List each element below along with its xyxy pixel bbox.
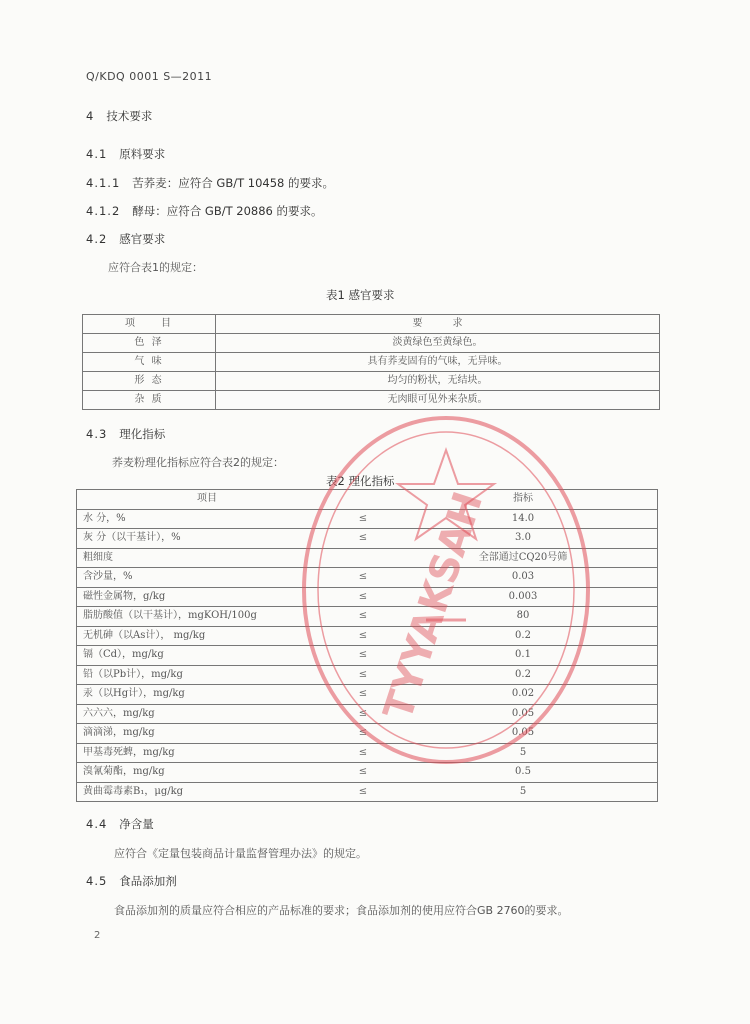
table-cell: 六六六，mg/kg xyxy=(77,704,338,724)
table-cell: 0.2 xyxy=(389,626,658,646)
table-cell: 杂 质 xyxy=(83,391,216,410)
table-row xyxy=(77,529,658,549)
table-cell: 0.5 xyxy=(389,763,658,783)
table-row xyxy=(83,353,660,372)
table-cell: 水 分，% xyxy=(77,509,338,529)
table-cell: ≤ xyxy=(337,587,389,607)
table2-caption: 表2 理化指标 xyxy=(326,474,395,488)
table-row xyxy=(77,685,658,705)
table-cell: 0.05 xyxy=(389,724,658,744)
table-row xyxy=(77,607,658,627)
table-cell: 5 xyxy=(389,782,658,802)
table-row xyxy=(77,724,658,744)
table-cell xyxy=(337,548,389,568)
table-cell: 粗细度 xyxy=(77,548,338,568)
sensory-requirements-table xyxy=(82,314,660,410)
table-cell: ≤ xyxy=(337,782,389,802)
table-cell: 脂肪酸值（以干基计），mgKOH/100g xyxy=(77,607,338,627)
table-header-cell: 项目 xyxy=(77,490,338,510)
table-row xyxy=(77,626,658,646)
section-4-heading: 4 技术要求 xyxy=(86,109,153,123)
table-cell: 淡黄绿色至黄绿色。 xyxy=(216,334,660,353)
table-header-row xyxy=(77,490,658,510)
section-4-3-heading: 4.3 理化指标 xyxy=(86,427,166,441)
table-cell: 气 味 xyxy=(83,353,216,372)
standard-code: Q/KDQ 0001 S—2011 xyxy=(86,70,213,83)
table-row xyxy=(77,548,658,568)
table-row xyxy=(77,509,658,529)
section-4-2-heading: 4.2 感官要求 xyxy=(86,232,166,246)
table-cell: ≤ xyxy=(337,529,389,549)
physicochemical-table xyxy=(76,489,658,802)
section-4-1-1: 4.1.1 苦荞麦：应符合 GB/T 10458 的要求。 xyxy=(86,176,335,190)
table-cell: 0.2 xyxy=(389,665,658,685)
table1-caption: 表1 感官要求 xyxy=(326,288,395,302)
table-cell: 80 xyxy=(389,607,658,627)
table-cell: 全部通过CQ20号筛 xyxy=(389,548,658,568)
table-cell: 0.03 xyxy=(389,568,658,588)
section-4-1-2: 4.1.2 酵母：应符合 GB/T 20886 的要求。 xyxy=(86,204,323,218)
section-4-2-text: 应符合表1的规定： xyxy=(108,261,203,274)
seal-lettering: TYYAKSAH xyxy=(375,486,493,726)
table-cell: 3.0 xyxy=(389,529,658,549)
table-row xyxy=(77,704,658,724)
table-cell: 溴氰菊酯，mg/kg xyxy=(77,763,338,783)
table-cell: ≤ xyxy=(337,646,389,666)
section-4-5-heading: 4.5 食品添加剂 xyxy=(86,874,177,888)
section-4-1-heading: 4.1 原料要求 xyxy=(86,147,166,161)
table-cell: 镉（Cd），mg/kg xyxy=(77,646,338,666)
table-cell: 磁性金属物，g/kg xyxy=(77,587,338,607)
table-header-cell xyxy=(337,490,389,510)
table-cell: 汞（以Hg计），mg/kg xyxy=(77,685,338,705)
table-cell: 甲基毒死蜱，mg/kg xyxy=(77,743,338,763)
table-cell: 具有荞麦固有的气味，无异味。 xyxy=(216,353,660,372)
table-row xyxy=(77,587,658,607)
table-cell: 0.1 xyxy=(389,646,658,666)
table-cell: 14.0 xyxy=(389,509,658,529)
table-cell: ≤ xyxy=(337,743,389,763)
table-cell: 铅（以Pb计），mg/kg xyxy=(77,665,338,685)
table-cell: ≤ xyxy=(337,509,389,529)
table-cell: 滴滴涕，mg/kg xyxy=(77,724,338,744)
table-cell: 5 xyxy=(389,743,658,763)
table-cell: ≤ xyxy=(337,685,389,705)
table-cell: 无机砷（以As计）， mg/kg xyxy=(77,626,338,646)
table-cell: 无肉眼可见外来杂质。 xyxy=(216,391,660,410)
table-row xyxy=(77,743,658,763)
table-cell: 黄曲霉毒素B₁，μg/kg xyxy=(77,782,338,802)
table-row xyxy=(77,763,658,783)
table-cell: 均匀的粉状，无结块。 xyxy=(216,372,660,391)
table-row xyxy=(83,372,660,391)
table-cell: 0.05 xyxy=(389,704,658,724)
table-header-row xyxy=(83,315,660,334)
table-header-cell: 指标 xyxy=(389,490,658,510)
section-4-4-heading: 4.4 净含量 xyxy=(86,817,154,831)
table-header-cell: 项 目 xyxy=(83,315,216,334)
table-cell: ≤ xyxy=(337,607,389,627)
table-row xyxy=(77,665,658,685)
table-row xyxy=(77,782,658,802)
table-cell: ≤ xyxy=(337,568,389,588)
table-cell: 0.02 xyxy=(389,685,658,705)
table-cell: 0.003 xyxy=(389,587,658,607)
section-4-4-text: 应符合《定量包装商品计量监督管理办法》的规定。 xyxy=(114,847,367,860)
table-row xyxy=(77,646,658,666)
table-cell: 灰 分（以干基计），% xyxy=(77,529,338,549)
section-4-5-text: 食品添加剂的质量应符合相应的产品标准的要求；食品添加剂的使用应符合GB 2760的要求。 xyxy=(114,904,569,917)
table-cell: 色 泽 xyxy=(83,334,216,353)
table-row xyxy=(83,391,660,410)
section-4-3-text: 荞麦粉理化指标应符合表2的规定： xyxy=(112,456,284,469)
table-cell: ≤ xyxy=(337,665,389,685)
table-row xyxy=(83,334,660,353)
table-cell: ≤ xyxy=(337,704,389,724)
table-cell: ≤ xyxy=(337,626,389,646)
table-cell: 形 态 xyxy=(83,372,216,391)
table-cell: ≤ xyxy=(337,724,389,744)
table-cell: ≤ xyxy=(337,763,389,783)
table-cell: 含沙量，% xyxy=(77,568,338,588)
table-header-cell: 要 求 xyxy=(216,315,660,334)
page-number: 2 xyxy=(94,930,101,941)
table-row xyxy=(77,568,658,588)
